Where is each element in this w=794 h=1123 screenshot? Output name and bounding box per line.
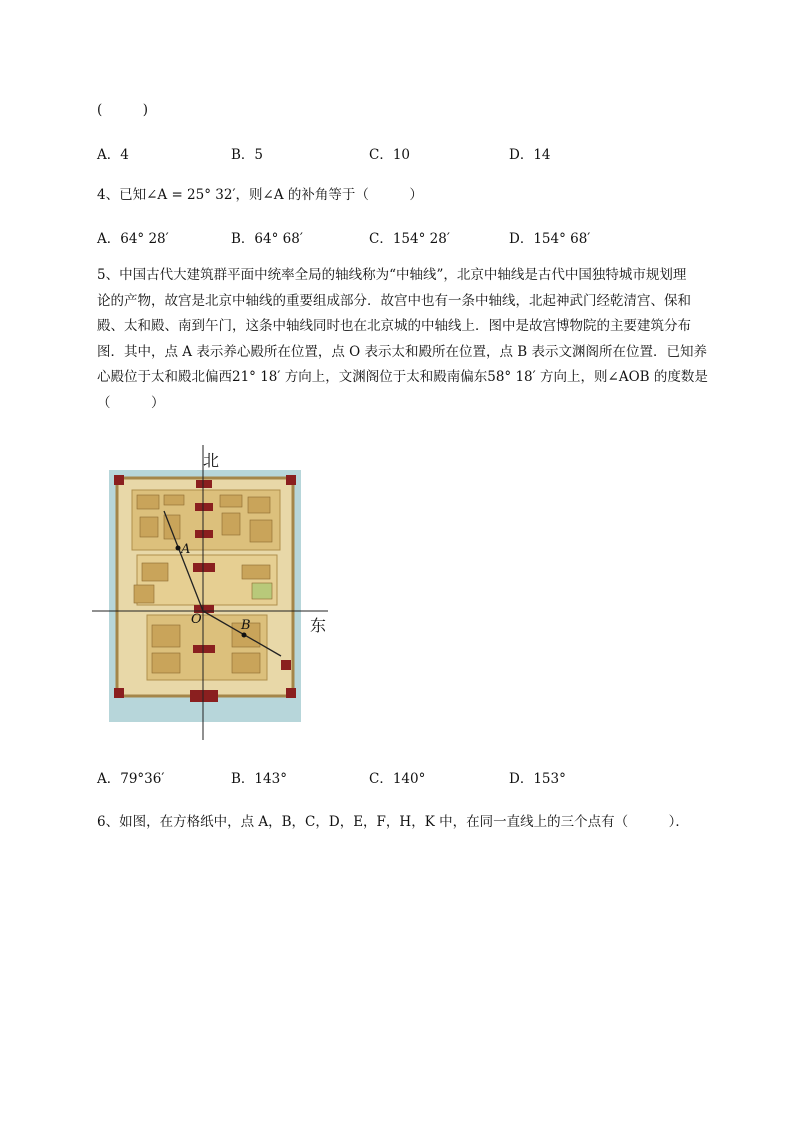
question-6-stem: 6、如图，在方格纸中，点 A，B，C，D，E，F，H，K 中，在同一直线上的三个点有（ ）． bbox=[97, 814, 689, 830]
point-o-label: O bbox=[191, 612, 202, 627]
forbidden-city-map bbox=[92, 445, 342, 745]
point-a-label: A bbox=[181, 542, 191, 557]
question-4-stem: 4、已知∠A = 25° 32′，则∠A 的补角等于（ ） bbox=[97, 187, 423, 203]
point-b-label: B bbox=[241, 618, 251, 633]
question-4-options bbox=[97, 227, 737, 247]
option-d: D．153° bbox=[509, 771, 566, 787]
previous-question-answer-paren: ( ) bbox=[97, 102, 149, 118]
question-3-options bbox=[97, 143, 737, 163]
option-c: C．154° 28′ bbox=[369, 231, 450, 247]
forbidden-city-map-figure bbox=[92, 445, 342, 745]
question-5-line: 殿、太和殿、南到午门，这条中轴线同时也在北京城的中轴线上．图中是故宫博物院的主要建筑分布 bbox=[97, 318, 691, 334]
option-a: A．4 bbox=[97, 147, 129, 163]
question-5-line: 5、中国古代大建筑群平面中统率全局的轴线称为“中轴线”，北京中轴线是古代中国独特城市规划理 bbox=[97, 267, 687, 283]
question-5-line: 论的产物，故宫是北京中轴线的重要组成部分．故宫中也有一条中轴线，北起神武门经乾清宫、保和 bbox=[97, 292, 691, 309]
question-5-stem bbox=[97, 263, 712, 416]
option-c: C．10 bbox=[369, 147, 411, 163]
question-5-line: 心殿位于太和殿北偏西21° 18′ 方向上，文渊阁位于太和殿南偏东58° 18′ 方向上，则∠AOB 的度数是 bbox=[97, 369, 708, 385]
east-label: 东 bbox=[310, 616, 327, 635]
point-b-dot bbox=[242, 633, 247, 638]
option-b: B．5 bbox=[231, 147, 264, 163]
option-d: D．14 bbox=[509, 147, 551, 163]
question-5-options bbox=[97, 767, 737, 787]
option-a: A．79°36′ bbox=[97, 771, 165, 787]
north-label: 北 bbox=[203, 451, 220, 470]
point-a-dot bbox=[176, 546, 181, 551]
option-b: B．64° 68′ bbox=[231, 231, 303, 247]
option-c: C．140° bbox=[369, 771, 426, 787]
option-b: B．143° bbox=[231, 771, 287, 787]
option-d: D．154° 68′ bbox=[509, 231, 591, 247]
option-a: A．64° 28′ bbox=[97, 231, 169, 247]
question-5-line: 图．其中，点 A 表示养心殿所在位置，点 O 表示太和殿所在位置，点 B 表示文渊阁所在位置．已知养 bbox=[97, 343, 707, 360]
question-5-line: （ ） bbox=[97, 394, 165, 411]
